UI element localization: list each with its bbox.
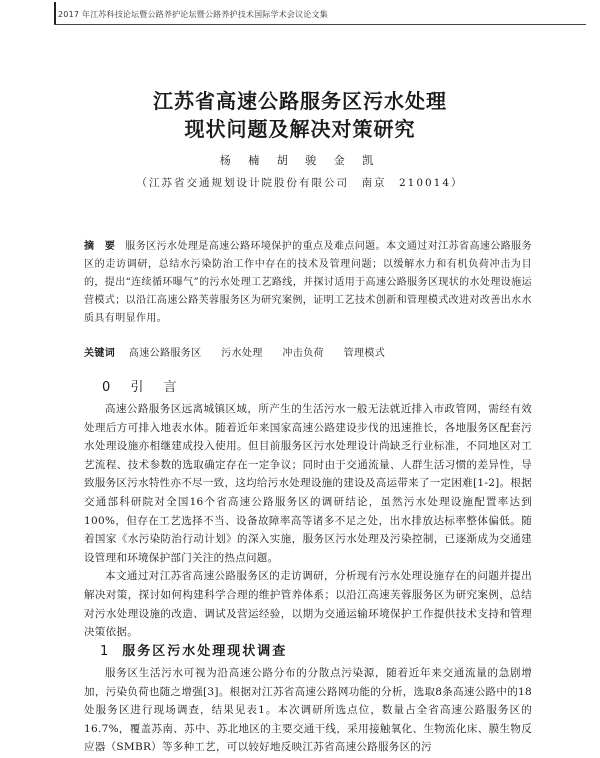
- keyword: 高速公路服务区: [128, 348, 202, 359]
- paragraph: 高速公路服务区远离城镇区域，所产生的生活污水一般无法就近排入市政管网，需经有效处理后方可排入地表水体。随着近年来国家高速公路建设步伐的迅速推长，各地服务区配套污水处理设施亦相继建成投入使用。但目前服务区污水处理设计尚缺乏行业标准，不同地区对工艺流程、技术参数的选取确定存在一定争议；同时由于交通流量、人群生活习惯的差异性，导致服务区污水特性亦不尽一致，这均给污水处理设施的建设及高运带来了一定困难[1-2]。根据交通部科研院对全国16个省高速公路服务区的调研结论，虽然污水处理设施配置率达到100%，但存在工艺选择不当、设备故障率高等诸多不足之处，出水排放达标率整体偏低。随着国家《水污染防治行动计划》的深入实施，服务区污水处理及污染控制，已逐渐成为交通建设管理和环境保护部门关注的热点问题。: [84, 403, 532, 564]
- introduction-body: [84, 400, 532, 642]
- keyword: 冲击负荷: [282, 348, 325, 359]
- authors: 杨 楠 胡 骏 金 凯: [219, 154, 381, 167]
- keyword: 管理模式: [343, 348, 386, 359]
- abstract-text: 服务区污水处理是高速公路环境保护的重点及难点问题。本文通过对江苏省高速公路服务区的走访调研，总结水污染防治工作中存在的技术及管理问题；以缓解水力和有机负荷冲击为目的，提出“连续循环曝气”的污水处理工艺路线，并探讨适用于高速公路服务区现状的水处理设施运营模式；以沿江高速公路芙蓉服务区为研究案例，证明工艺技术创新和管理模式改进对改善出水水质具有明显作用。: [84, 241, 532, 324]
- abstract-label: 摘 要: [84, 241, 116, 252]
- keywords: [84, 344, 532, 359]
- header-divider: [54, 24, 586, 25]
- paper-title-line-2: 现状问题及解决对策研究: [184, 117, 416, 141]
- section-heading-1: [100, 640, 287, 659]
- section-1-body: [84, 664, 532, 757]
- section-heading-introduction: 0 引 言: [102, 380, 185, 395]
- keyword: 污水处理: [221, 348, 263, 359]
- running-header: 2017 年江苏科技论坛暨公路养护论坛暨公路养护技术国际学术会议论文集: [58, 10, 328, 19]
- affiliation: （江苏省交通规划设计院股份有限公司 南京 210014）: [136, 177, 464, 189]
- section-title: 服务区污水处理现状调查: [122, 644, 288, 659]
- paragraph: 本文通过对江苏省高速公路服务区的走访调研，分析现有污水处理设施存在的问题并提出解决对策，探讨如何构建科学合理的维护管养体系；以沿江高速芙蓉服务区为研究案例，总结对污水处理设施的改造、调试及营运经验，以期为交通运输环境保护工作提供技术支持和管理决策依据。: [84, 570, 532, 639]
- paragraph: 服务区生活污水可视为沿高速公路分布的分散点污染源，随着近年来交通流量的急剧增加，污染负荷也随之增强[3]。根据对江苏省高速公路网功能的分析，选取8条高速公路中的18处服务区进行现场调查，结果见表1。本次调研所选点位，数量占全省高速公路服务区的16.7%，覆盖苏南、苏中、苏北地区的主要交通干线，采用接触氧化、生物流化床、膜生物反应器（SMBR）等多种工艺，可以较好地反映江苏省高速公路服务区的污: [84, 667, 532, 754]
- header-rule: [54, 2, 56, 24]
- abstract: [84, 238, 532, 328]
- section-number: 1: [100, 644, 111, 659]
- keywords-label: 关键词: [84, 348, 116, 359]
- paper-title-line-1: 江苏省高速公路服务区污水处理: [153, 89, 447, 113]
